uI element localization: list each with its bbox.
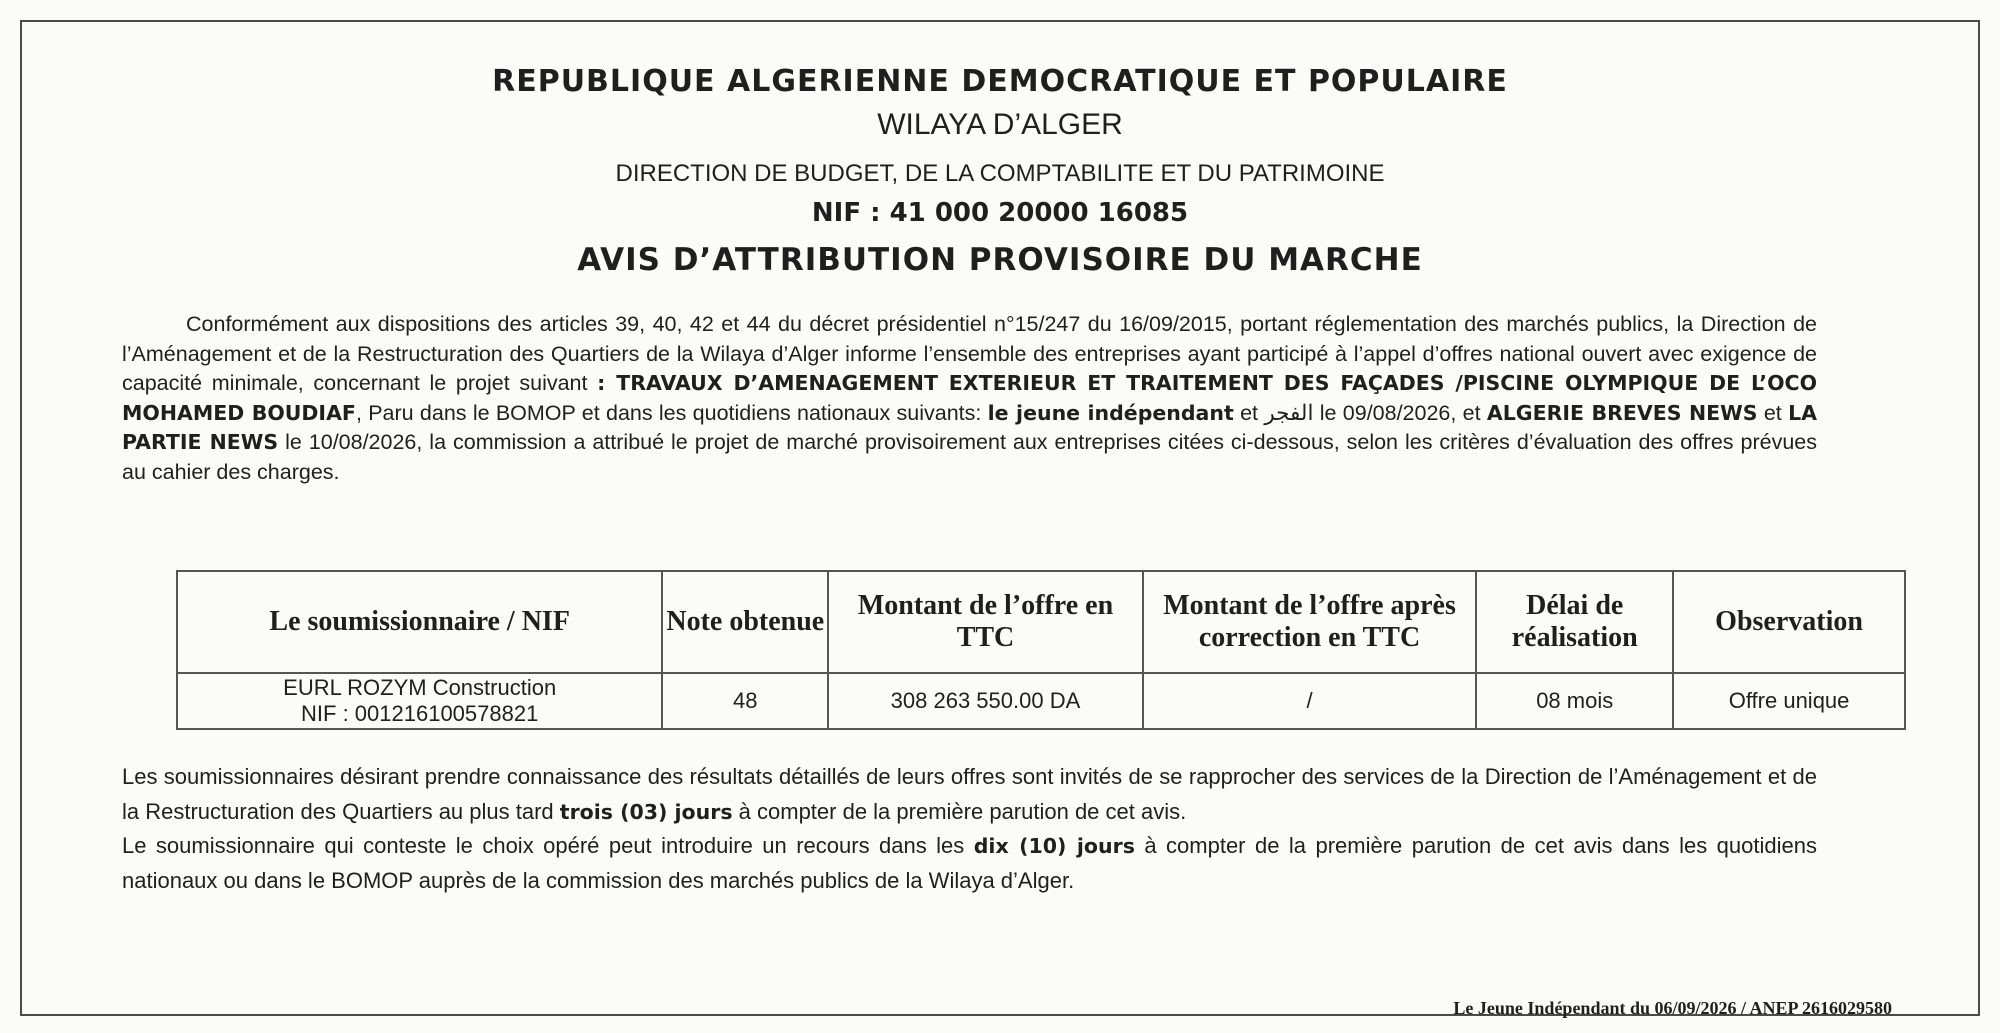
company-cell [177, 673, 662, 729]
intro-text: Conformément aux dispositions des articles 39, 40, 42 et 44 du décret présidentiel n°15/247 du 16/09/2015, portant réglementation des marchés publics, la Direction de l’Aménagement et de la Restructuration des Quartiers de la Wilaya d’Alger informe l’ensemble des entreprises ayant participé à l’appel d’offres national ouvert avec exigence de capacité minimale, concernant le projet suivant [122, 312, 1817, 395]
newspaper-name: le jeune indépendant [987, 400, 1234, 425]
observation-cell: Offre unique [1673, 673, 1905, 729]
closing-text: Le soumissionnaire qui conteste le choix opéré peut introduire un recours dans les [122, 833, 974, 858]
direction-heading: DIRECTION DE BUDGET, DE LA COMPTABILITE ET DU PATRIMOINE [615, 160, 1385, 187]
table-row [177, 673, 1905, 729]
deadline-appeal: dix (10) jours [973, 834, 1135, 858]
deadline-consultation: trois (03) jours [559, 799, 733, 824]
republic-heading: REPUBLIQUE ALGERIENNE DEMOCRATIQUE ET POPULAIRE [492, 64, 1508, 99]
intro-text: , Paru dans le BOMOP et dans les quotidiens nationaux suivants: [355, 400, 988, 425]
closing-text: à compter de la première parution de cet avis dans les quotidiens nationaux ou dans le BOMOP auprès de la commission des marchés publics de la Wilaya d’Alger. [122, 833, 1817, 893]
intro-text: et [1233, 400, 1265, 425]
column-header: Observation [1673, 571, 1905, 673]
notice-title: AVIS D’ATTRIBUTION PROVISOIRE DU MARCHE [577, 242, 1423, 278]
closing-line-2 [122, 829, 1817, 898]
column-header: Note obtenue [662, 571, 828, 673]
company-nif: NIF : 001216100578821 [301, 701, 539, 726]
company-name: EURL ROZYM Construction [283, 675, 557, 700]
wilaya-heading: WILAYA D’ALGER [877, 108, 1123, 141]
corrected-amount-cell: / [1143, 673, 1477, 729]
closing-text: Les soumissionnaires désirant prendre connaissance des résultats détaillés de leurs offres sont invités de se rapprocher des services de la Direction de l’Aménagement et de la Restructuration des Quartiers au plus tard [122, 764, 1817, 824]
note-cell: 48 [662, 673, 828, 729]
delay-cell: 08 mois [1476, 673, 1673, 729]
publication-footer: Le Jeune Indépendant du 06/09/2026 / ANEP 2616029580 [1453, 998, 1892, 1018]
intro-text: et [1757, 400, 1789, 425]
column-header: Montant de l’offre après correction en TTC [1143, 571, 1477, 673]
award-table [176, 570, 1906, 730]
newspaper-name: LA PARTIE NEWS [122, 400, 1817, 454]
column-header: Délai de réalisation [1476, 571, 1673, 673]
nif-heading: NIF : 41 000 20000 16085 [811, 198, 1189, 228]
table-header-row [177, 571, 1905, 673]
column-header: Montant de l’offre en TTC [828, 571, 1143, 673]
project-name: : TRAVAUX D’AMENAGEMENT EXTERIEUR ET TRAITEMENT DES FAÇADES /PISCINE OLYMPIQUE DE L’OCO MOHAMED BOUDIAF [122, 371, 1817, 425]
intro-paragraph [122, 310, 1817, 487]
newspaper-name: ALGERIE BREVES NEWS [1486, 400, 1758, 425]
column-header: Le soumissionnaire / NIF [177, 571, 662, 673]
newspaper-name-arabic: الفجر [1264, 400, 1314, 425]
closing-text: à compter de la première parution de cet avis. [732, 798, 1187, 824]
intro-text: le 10/08/2026, la commission a attribué le projet de marché provisoirement aux entreprises citées ci-dessous, selon les critères d’évaluation des offres prévues au cahier des charges. [122, 430, 1817, 484]
intro-text: le 09/08/2026, et [1313, 400, 1487, 425]
amount-cell: 308 263 550.00 DA [828, 673, 1143, 729]
closing-line-1 [122, 760, 1817, 829]
closing-paragraph [122, 760, 1817, 898]
